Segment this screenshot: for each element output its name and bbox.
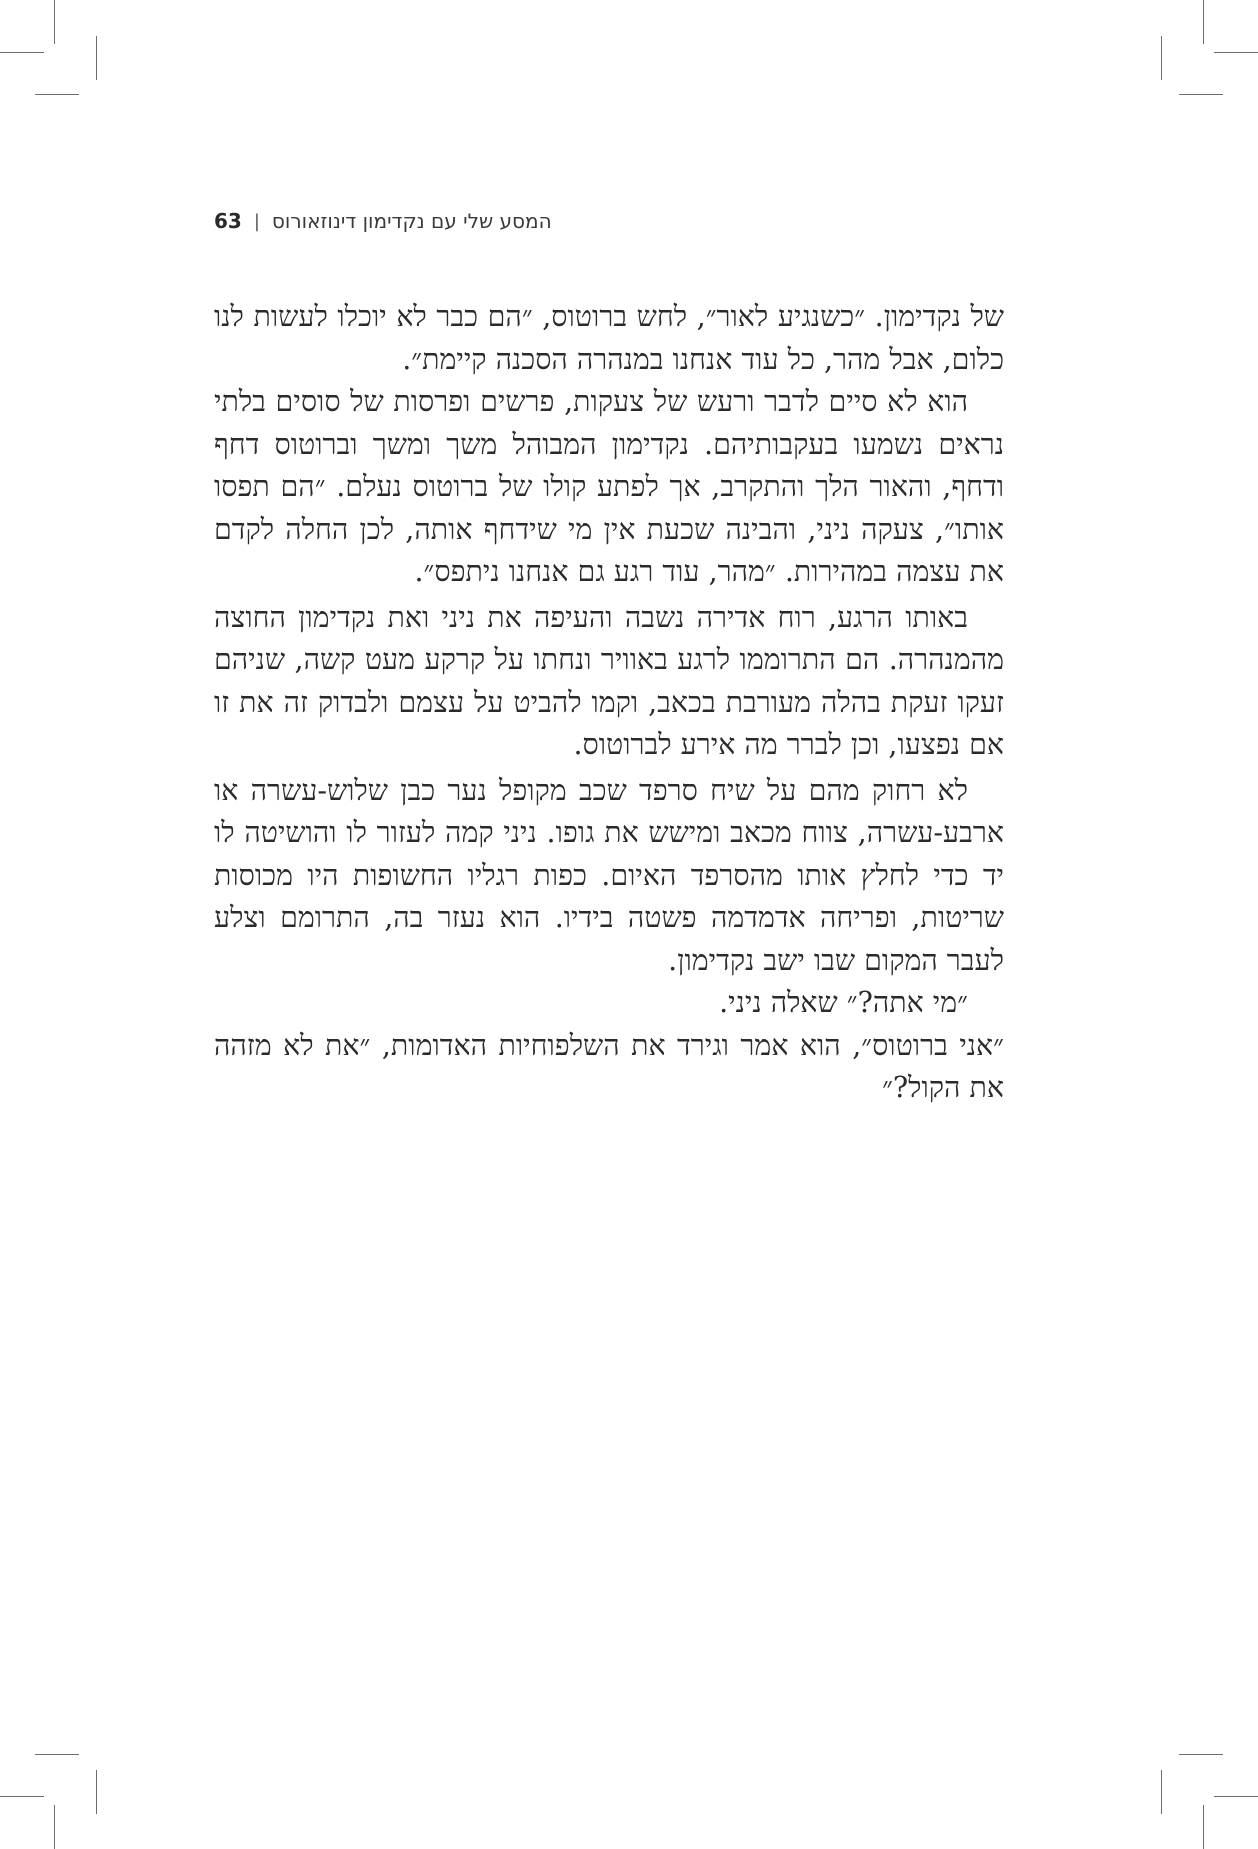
crop-mark	[35, 1754, 79, 1755]
crop-mark	[0, 1796, 44, 1797]
crop-mark	[0, 52, 44, 53]
crop-mark	[1161, 36, 1162, 80]
page-number: 63	[214, 209, 242, 233]
crop-mark	[54, 0, 55, 44]
paragraph: ״מי אתה?״ שאלה ניני.	[719, 986, 968, 1019]
running-header	[214, 206, 604, 236]
body-text	[214, 296, 1004, 1110]
paragraph: הוא לא סיים לדבר ורעש של צעקות, פרשים ופרסות של סוסים בלתי נראים נשמעו בעקבותיהם. נקדימון המבוהל משך ומשך וברוטוס דחף ודחף, והאור הלך והתקרב, אך לפתע קולו של ברוטוס נעלם. ״הם תפסו אותו״, צעקה ניני, והבינה שכעת אין מי שידחף אותה, לכן החלה לקדם את עצמה במהירות. ״מהר, עוד רגע גם אנחנו ניתפס״.	[214, 385, 1004, 588]
crop-mark	[1179, 94, 1223, 95]
crop-mark	[96, 1770, 97, 1814]
book-title: המסע שלי עם נקדימון דינוזאורוס	[271, 209, 552, 233]
paragraph: ״אני ברוטוס״, הוא אמר וגירד את השלפוחיות האדומות, ״את לא מזהה את הקול?״	[214, 1028, 1004, 1104]
paragraph: של נקדימון. ״כשנגיע לאור״, לחש ברוטוס, ״הם כבר לא יוכלו לעשות לנו כלום, אבל מהר, כל עוד אנחנו במנהרה הסכנה קיימת״.	[214, 300, 1004, 376]
header-separator: |	[253, 210, 260, 232]
paragraph: באותו הרגע, רוח אדירה נשבה והעיפה את ניני ואת נקדימון החוצה מהמנהרה. הם התרוממו לרגע באוויר ונחתו על קרקע מעט קשה, שניהם זעקו זעקת בהלה מעורבת בכאב, וקמו להביט על עצמם ולבדוק זה את זו אם נפצעו, וכן לברר מה אירע לברוטוס.	[214, 600, 1004, 761]
crop-mark	[1203, 0, 1204, 44]
crop-mark	[1161, 1770, 1162, 1814]
crop-mark	[96, 36, 97, 80]
crop-mark	[35, 94, 79, 95]
crop-mark	[1203, 1805, 1204, 1849]
crop-mark	[1214, 1796, 1258, 1797]
paragraph: לא רחוק מהם על שיח סרפד שכב מקופל נער כבן שלוש-עשרה או ארבע-עשרה, צווח מכאב ומישש את גופו. ניני קמה לעזור לו והושיטה לו יד כדי לחלץ אותו מהסרפד האיום. כפות רגליו החשופות היו מכוסות שריטות, ופריחה אדמדמה פשטה בידיו. הוא נעזר בה, התרומם וצלע לעבר המקום שבו ישב נקדימון.	[214, 773, 1004, 977]
crop-mark	[1214, 52, 1258, 53]
crop-mark	[1179, 1754, 1223, 1755]
crop-mark	[54, 1805, 55, 1849]
